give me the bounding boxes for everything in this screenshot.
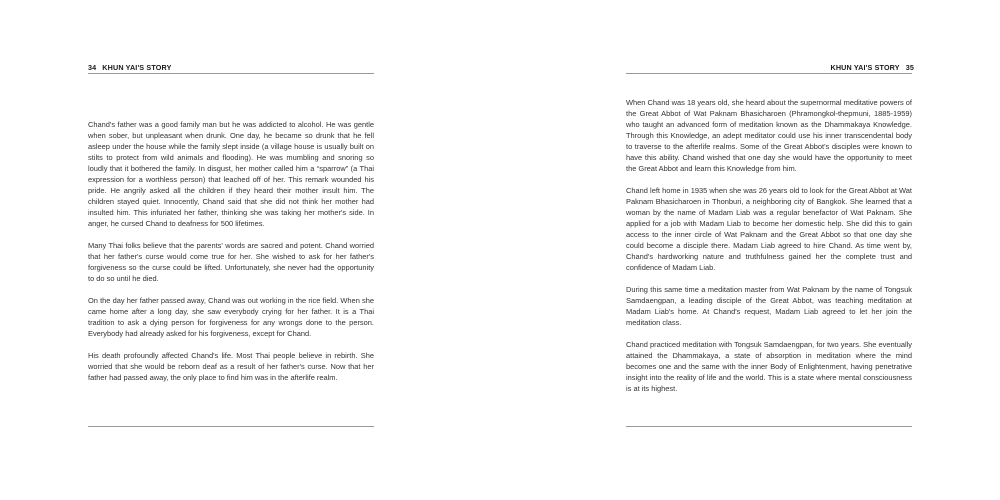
right-top-rule [626, 73, 912, 74]
left-running-head [88, 63, 172, 72]
right-running-head-title: KHUN YAI'S STORY [830, 63, 900, 72]
right-paragraph-4: Chand practiced meditation with Tongsuk Samdaengpan, for two years. She eventually attained the Dhammakaya, a state of absorption in meditation where the mind becomes one and the same with the inner Body of Enlightenment, having penetrative insight into the reality of life and the world. This is a state where mental consciousness is at its highest. [626, 340, 912, 393]
right-bottom-rule [626, 426, 912, 427]
right-body-text [626, 97, 912, 394]
right-paragraph-3: During this same time a meditation master from Wat Paknam by the name of Tongsuk Samdaengpan, a leading disciple of the Great Abbot, was teaching meditation at Madam Liab's home. At Chand's request, Madam Liab agreed to let her join the meditation class. [626, 285, 912, 327]
right-page [500, 0, 1000, 500]
right-paragraph-1: When Chand was 18 years old, she heard about the supernormal meditative powers of the Great Abbot of Wat Paknam Bhasicharoen (Phramongkol-thepmuni, 1885-1959) who taught an advanced form of meditation known as the Dhammakaya Knowledge. Through this Knowledge, an adept meditator could use his inner transcendental body to traverse to the afterlife realms. Some of the Great Abbot's disciples were known to have this ability. Chand wished that one day she would have the opportunity to meet the Great Abbot and learn this Knowledge from him. [626, 98, 912, 173]
left-top-rule [88, 73, 374, 74]
left-paragraph-4: His death profoundly affected Chand's life. Most Thai people believe in rebirth. She worried that she would be reborn deaf as a result of her father's curse. Now that her father had passed away, the only place to find him was in the afterlife realm. [88, 351, 374, 382]
left-body-text [88, 119, 374, 383]
right-paragraph-2: Chand left home in 1935 when she was 26 years old to look for the Great Abbot at Wat Paknam Bhasicharoen in Thonburi, a neighboring city of Bangkok. She learned that a woman by the name of Madam Liab was a regular benefactor of Wat Paknam. She applied for a job with Madam Liab to become her domestic help. She did this to gain access to the inner circle of Wat Paknam and the Great Abbot so that one day she could become a disciple there. Madam Liab agreed to hire Chand. As time went by, Chand's hardworking nature and truthfulness gained her the complete trust and confidence of Madam Liab. [626, 186, 912, 272]
right-page-number: 35 [905, 63, 914, 72]
left-bottom-rule [88, 426, 374, 427]
left-paragraph-1: Chand's father was a good family man but he was addicted to alcohol. He was gentle when sober, but unpleasant when drunk. One day, he became so drunk that he fell asleep under the house while the family slept inside (a village house is usually built on stilts to protect from wild animals and flooding). He was mumbling and snoring so loudly that it bothered the family. In disgust, her mother called him a “sparrow” (a Thai expression for a worthless person) that leached off of her. This remark wounded his pride. He angrily asked all the children if they heard their mother insult him. The children stayed quiet. Innocently, Chand said that she did not think her mother had insulted him. This infuriated her father, thinking she was taking her mother's side. In anger, he cursed Chand to deafness for 500 lifetimes. [88, 120, 374, 228]
left-paragraph-3: On the day her father passed away, Chand was out working in the rice field. When she came home after a long day, she saw everybody crying for her father. It is a Thai tradition to ask a dying person for forgiveness for any wrongs done to the person. Everybody had already asked for his forgiveness, except for Chand. [88, 296, 374, 338]
left-page-number: 34 [88, 63, 97, 72]
left-paragraph-2: Many Thai folks believe that the parents' words are sacred and potent. Chand worried that her father's curse would come true for her. She wished to ask for her father's forgiveness so the curse could be lifted. Unfortunately, she never had the opportunity to do so until he died. [88, 241, 374, 283]
left-running-head-title: KHUN YAI'S STORY [102, 63, 172, 72]
right-running-head [830, 63, 914, 72]
